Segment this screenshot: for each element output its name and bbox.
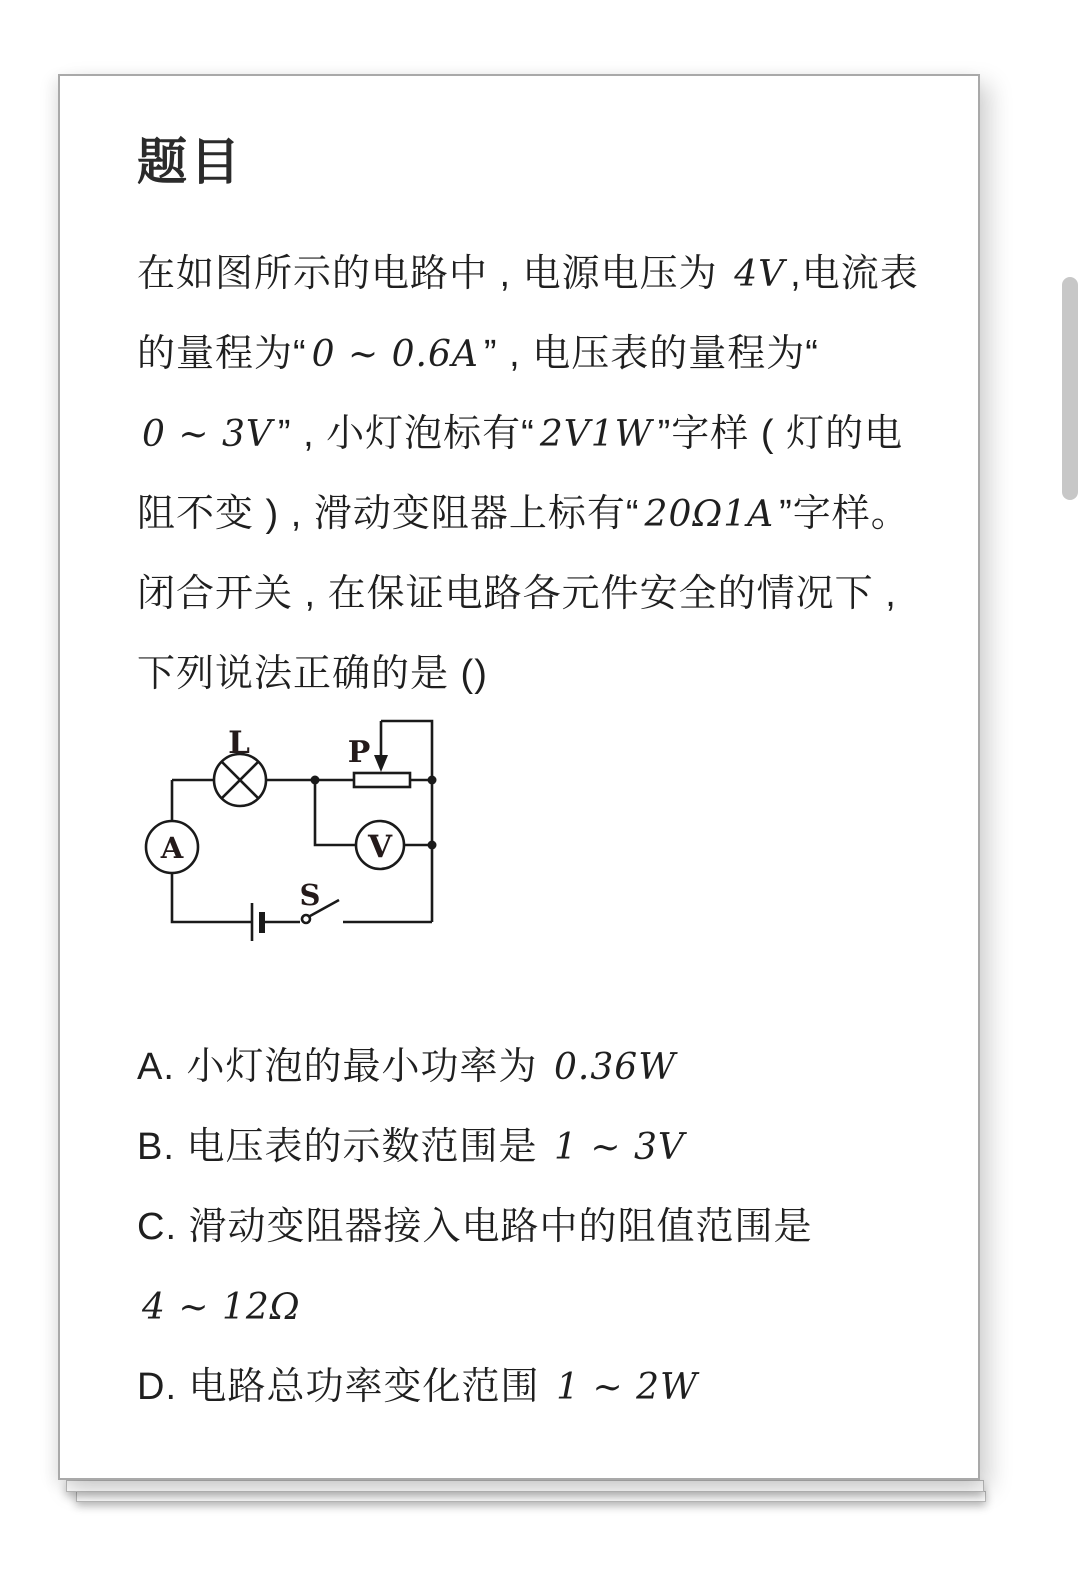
- voltmeter-label: V: [367, 829, 393, 865]
- option-b: [137, 1107, 813, 1187]
- option-label: A. 小灯泡的最小功率为: [137, 1046, 550, 1088]
- option-value: 4 ∼ 12Ω: [142, 1287, 301, 1328]
- circuit-svg: [142, 707, 482, 957]
- problem-line-5: [137, 554, 919, 634]
- problem-statement: [137, 234, 919, 714]
- rheostat-icon: [354, 773, 410, 787]
- option-a: [137, 1027, 813, 1107]
- math-value: 20Ω1A: [644, 494, 775, 535]
- junction-dot: [428, 776, 437, 785]
- paper-stack-layer-2: [76, 1491, 986, 1502]
- slider-label: P: [347, 735, 371, 770]
- ammeter-label: A: [160, 831, 184, 865]
- problem-line-1: [137, 234, 919, 314]
- math-value: 4V: [734, 254, 786, 295]
- problem-line-4: [137, 474, 919, 554]
- problem-text: 下列说法正确的是 (): [137, 653, 488, 695]
- lamp-label: L: [228, 725, 250, 761]
- problem-line-6: [137, 634, 919, 714]
- circuit-wire: [315, 780, 356, 845]
- junction-dot: [428, 841, 437, 850]
- problem-text: ,电流表: [790, 253, 919, 295]
- circuit-wire: [172, 873, 252, 922]
- math-value: 0 ∼ 0.6A: [311, 334, 479, 375]
- math-value: 2V1W: [539, 414, 653, 455]
- option-d: [137, 1347, 813, 1427]
- circuit-diagram: [142, 707, 482, 957]
- problem-text: ” , 小灯泡标有“: [277, 413, 535, 455]
- junction-dot: [311, 776, 320, 785]
- option-label: C. 滑动变阻器接入电路中的阻值范围是: [137, 1206, 813, 1248]
- option-value: 1 ∼ 3V: [554, 1127, 685, 1168]
- option-value: 0.36W: [554, 1047, 677, 1088]
- problem-text: 闭合开关 , 在保证电路各元件安全的情况下 ,: [137, 573, 897, 615]
- problem-text: ” , 电压表的量程为“: [483, 333, 819, 375]
- problem-text: ”字样 ( 灯的电: [657, 413, 904, 455]
- scrollbar-thumb[interactable]: [1062, 277, 1078, 500]
- problem-text: ”字样。: [779, 493, 910, 535]
- option-label: D. 电路总功率变化范围: [137, 1366, 552, 1408]
- option-c: [137, 1187, 813, 1267]
- problem-line-2: [137, 314, 919, 394]
- problem-text: 在如图所示的电路中 , 电源电压为: [137, 253, 730, 295]
- option-label: B. 电压表的示数范围是: [137, 1126, 550, 1168]
- problem-text: 的量程为“: [137, 333, 307, 375]
- question-card: [58, 74, 980, 1480]
- options-list: [137, 1027, 813, 1427]
- math-value: 0 ∼ 3V: [142, 414, 273, 455]
- page-title: 题目: [137, 134, 243, 190]
- slider-arrow-icon: [374, 755, 388, 772]
- problem-line-3: [137, 394, 919, 474]
- option-c-continued: [137, 1267, 813, 1347]
- option-value: 1 ∼ 2W: [556, 1367, 698, 1408]
- paper-stack-layer-1: [66, 1480, 984, 1492]
- switch-pivot-icon: [302, 915, 310, 923]
- switch-label: S: [299, 878, 321, 912]
- lamp-cross-icon: [222, 762, 259, 799]
- problem-text: 阻不变 ) , 滑动变阻器上标有“: [137, 493, 640, 535]
